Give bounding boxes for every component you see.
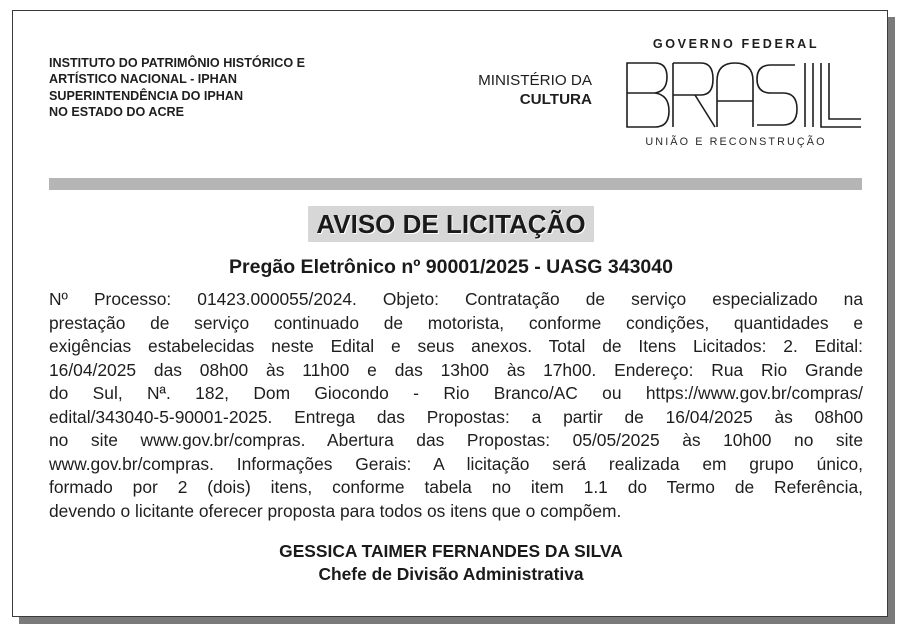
body-line: formado por 2 (dois) itens, conforme tabela no item 1.1 do Termo de Referência,	[49, 477, 863, 497]
notice-frame	[12, 10, 888, 617]
institution-line: SUPERINTENDÊNCIA DO IPHAN	[49, 88, 244, 103]
notice-body	[49, 288, 863, 523]
institution-block	[49, 55, 305, 121]
institution-line: INSTITUTO DO PATRIMÔNIO HISTÓRICO E	[49, 56, 306, 70]
institution-line: ARTÍSTICO NACIONAL - IPHAN	[49, 72, 237, 87]
body-line: do Sul, Nª. 182, Dom Giocondo - Rio Branco/AC ou https://www.gov.br/compras/	[49, 383, 863, 403]
signer-role: Chefe de Divisão Administrativa	[318, 564, 584, 584]
notice-subtitle: Pregão Eletrônico nº 90001/2025 - UASG 343040	[229, 256, 673, 278]
brasil-logo	[625, 61, 863, 129]
notice-title: AVISO DE LICITAÇÃO	[308, 206, 593, 242]
signer-name: GESSICA TAIMER FERNANDES DA SILVA	[279, 541, 623, 561]
ministry-prefix: MINISTÉRIO DA	[478, 72, 592, 89]
signature-block	[13, 540, 889, 586]
body-line: no site www.gov.br/compras. Abertura das Propostas: 05/05/2025 às 10h00 no site	[49, 430, 863, 450]
body-line: prestação de serviço continuado de motorista, conforme condições, quantidades e	[49, 312, 863, 333]
body-line: Nº Processo: 01423.000055/2024. Objeto: Contratação de serviço especializado na	[49, 289, 863, 309]
body-line: 16/04/2025 das 08h00 às 11h00 e das 13h00 às 17h00. Endereço: Rua Rio Grande	[49, 359, 863, 380]
body-line: devendo o licitante oferecer proposta para todos os itens que o compõem.	[49, 500, 622, 521]
government-title: GOVERNO FEDERAL	[652, 37, 820, 51]
government-subtitle: UNIÃO E RECONSTRUÇÃO	[645, 136, 827, 148]
header-divider	[49, 178, 862, 190]
ministry-name: CULTURA	[519, 91, 592, 108]
ministry-block	[427, 71, 592, 109]
notice-title-wrapper	[13, 206, 889, 242]
body-line: edital/343040-5-90001-2025. Entrega das Propostas: a partir de 16/04/2025 às 08h00	[49, 406, 863, 427]
body-line: exigências estabelecidas neste Edital e seus anexos. Total de Itens Licitados: 2. Edital:	[49, 336, 863, 356]
institution-line: NO ESTADO DO ACRE	[49, 105, 185, 120]
body-line: www.gov.br/compras. Informações Gerais: A licitação será realizada em grupo único,	[49, 453, 863, 474]
